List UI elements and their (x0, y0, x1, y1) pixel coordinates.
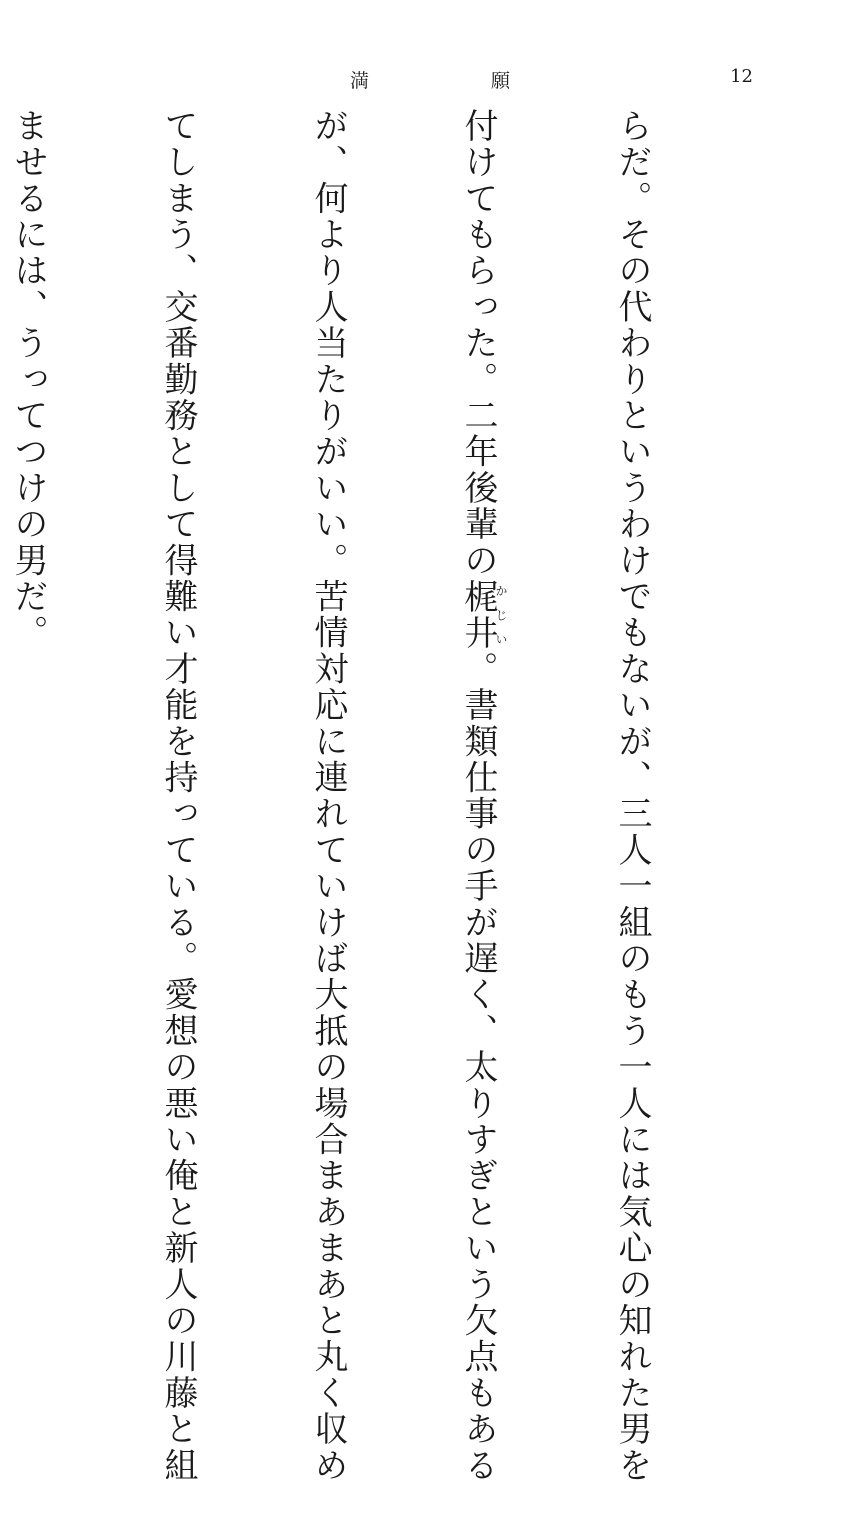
text-segment: 付けてもらった。二年後輩の (458, 108, 498, 579)
running-header-title (350, 66, 510, 93)
text-segment: 。書類仕事の手が遅く、太りすぎという欠点もある (458, 651, 498, 1484)
ruby-reading: かじい (494, 578, 508, 652)
body-text (8, 108, 757, 1484)
text-column: てしまう、交番勤務として得難い才能を持っている。愛想の悪い俺と新人の川藤と組 (158, 108, 198, 1484)
text-column (453, 108, 508, 1484)
page-number: 12 (730, 66, 753, 87)
header-title-char: 願 (490, 70, 510, 92)
ruby-name-kajii (458, 578, 508, 652)
ruby-base: 梶井 (458, 578, 498, 652)
header-title-char: 満 (350, 70, 370, 92)
text-column: ませるには、うってつけの男だ。 (8, 108, 48, 651)
text-column: らだ。その代わりというわけでもないが、三人一組のもう一人には気心の知れた男を (612, 108, 652, 1484)
text-column: が、何より人当たりがいい。苦情対応に連れていけば大抵の場合まあまあと丸く収め (308, 108, 348, 1484)
